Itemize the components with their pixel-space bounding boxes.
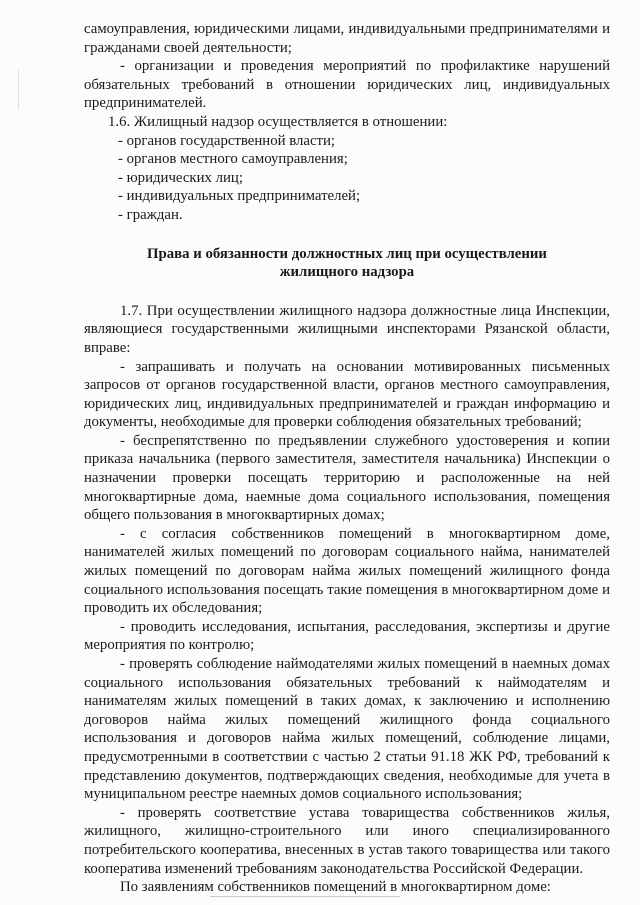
section-1-6-text: 1.6. Жилищный надзор осуществляется в отношении: [108, 113, 448, 130]
heading-line-1: Права и обязанности должностных лиц при осуществлении [147, 245, 547, 262]
list-item: - юридических лиц; [118, 169, 243, 186]
section-1-6-list [84, 132, 610, 225]
rights-item: - проверять соблюдение наймодателями жилых помещений в наемных домах социального использования обязательных требований к наймодателям и нанимателям жилых помещений в таких домах, к заключению и исполнению договоров найма жилых помещений жилищного фонда социального использования и договоров найма жилых помещений, соблюдение лицами, предусмотренными в соответствии с частью 2 статьи 91.18 ЖК РФ, требований к представлению документов, подтверждающих сведения, необходимые для учета в муниципальном реестре наемных домов социального использования; [84, 656, 610, 803]
section-heading [84, 245, 610, 282]
list-item: - индивидуальных предпринимателей; [118, 188, 361, 205]
rights-item: - запрашивать и получать на основании мотивированных письменных запросов от органов государственной власти, органов местного самоуправления, юридических лиц, индивидуальных предпринимателей и граждан информацию и документы, необходимые для проверки соблюдения обязательных требований; [84, 358, 610, 431]
intro-paragraph: самоуправления, юридическими лицами, индивидуальными предпринимателями и гражданами своей деятельности; [84, 21, 610, 56]
section-1-7-text: 1.7. При осуществлении жилищного надзора должностные лица Инспекции, являющиеся государственными жилищными инспекторами Рязанской области, вправе: [84, 302, 610, 356]
rights-item: - проверять соответствие устава товарищества собственников жилья, жилищного, жилищно-строительного или иного специализированного потребительского кооператива, внесенных в устав такого товарищества или такого кооператива изменений требованиям законодательства Российской Федерации. [84, 804, 610, 877]
closing-paragraph: По заявлениям собственников помещений в многоквартирном доме: [120, 879, 551, 896]
document-body [84, 20, 610, 897]
rights-item: - проводить исследования, испытания, расследования, экспертизы и другие мероприятия по контролю; [84, 618, 610, 654]
list-item: - органов государственной власти; [118, 132, 336, 149]
intro-bullet: - организации и проведения мероприятий по профилактике нарушений обязательных требований в отношении юридических лиц, индивидуальных предпринимателей. [84, 58, 610, 112]
heading-line-2: жилищного надзора [279, 264, 415, 281]
rights-item: - с согласия собственников помещений в многоквартирном доме, нанимателей жилых помещений по договорам социального найма, нанимателей жилых помещений по договорам найма жилых помещений жилищного фонда социального использования посещать такие помещения в многоквартирном доме и проводить их обследования; [84, 525, 610, 617]
scan-artifact [210, 896, 400, 897]
list-item: - органов местного самоуправления; [118, 151, 348, 168]
list-item: - граждан. [118, 206, 183, 223]
scan-artifact [18, 70, 19, 110]
rights-item: - беспрепятственно по предъявлении служебного удостоверения и копии приказа начальника (первого заместителя, заместителя начальника) Инспекции о назначении проверки посещать территорию и расположенные на ней многоквартирные дома, наемные дома социального использования, помещения общего пользования в многоквартирных домах; [84, 432, 610, 524]
